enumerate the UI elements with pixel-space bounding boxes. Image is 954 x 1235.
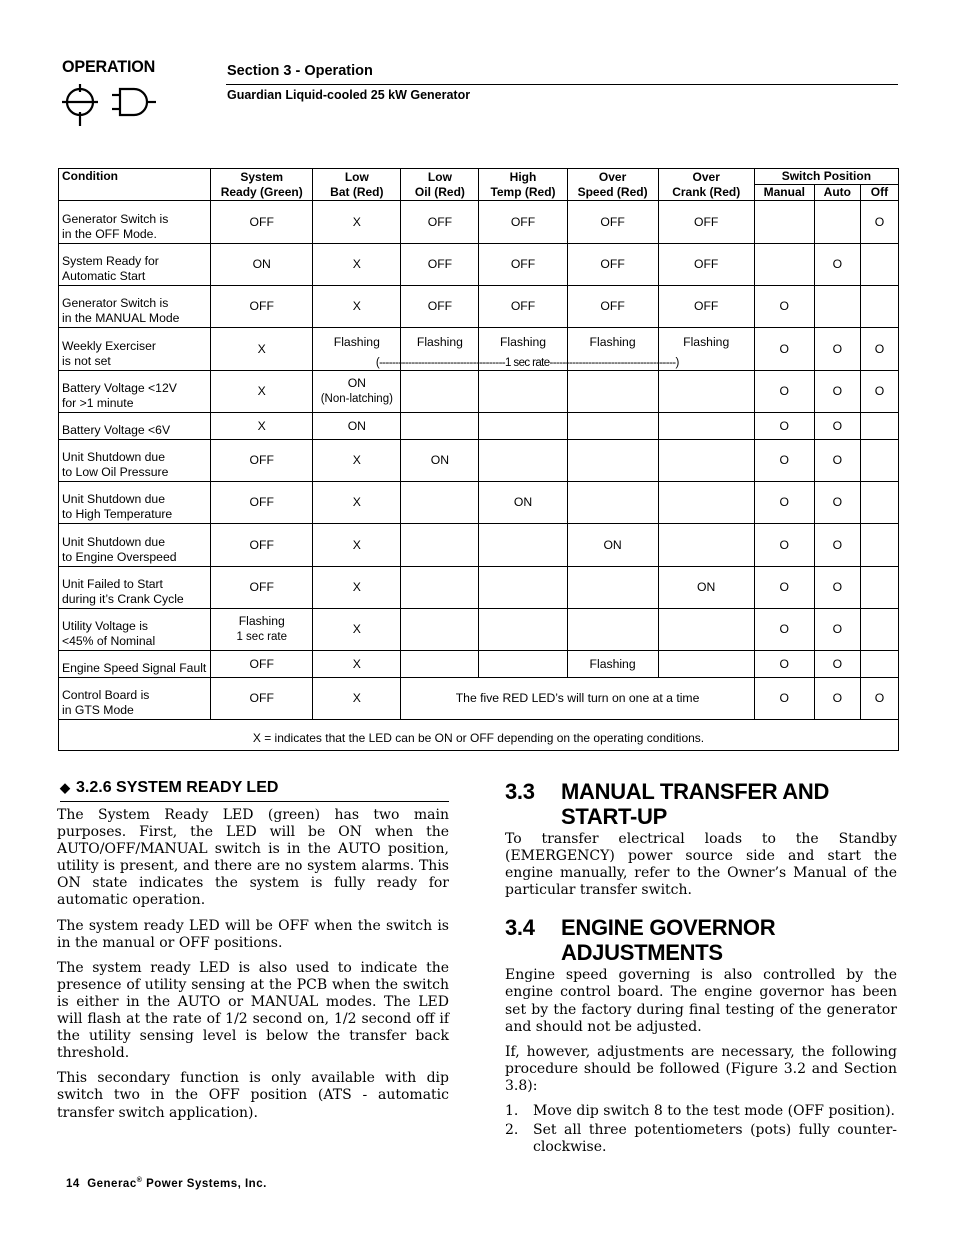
auto-cell: O bbox=[814, 482, 860, 524]
crank-cell bbox=[658, 524, 754, 567]
condition-cell: System Ready for Automatic Start bbox=[59, 244, 211, 286]
oil-cell bbox=[401, 524, 479, 567]
oil-cell bbox=[401, 609, 479, 651]
auto-cell: O bbox=[814, 244, 860, 286]
flash-rate-note: (---------------------------------------1 sec rate---------------------------------------) bbox=[375, 357, 679, 369]
plug-icon bbox=[58, 80, 158, 130]
section-title: Section 3 - Operation bbox=[227, 63, 373, 79]
bat-cell: X bbox=[313, 524, 401, 567]
auto-cell bbox=[814, 286, 860, 328]
speed-cell bbox=[567, 482, 658, 524]
sys-cell: X bbox=[211, 328, 313, 371]
oil-cell: OFF bbox=[401, 244, 479, 286]
diamond-bullet-icon: ◆ bbox=[60, 780, 70, 795]
header-condition: Condition bbox=[59, 169, 211, 201]
crank-cell: OFF bbox=[658, 244, 754, 286]
man-cell: O bbox=[754, 482, 814, 524]
header-system-ready: System Ready (Green) bbox=[211, 169, 313, 201]
auto-cell: O bbox=[814, 413, 860, 440]
auto-cell: O bbox=[814, 651, 860, 678]
man-cell: O bbox=[754, 524, 814, 567]
speed-cell bbox=[567, 567, 658, 609]
temp-cell: OFF bbox=[479, 286, 567, 328]
table-row bbox=[59, 201, 899, 244]
off-cell: O bbox=[860, 328, 898, 371]
header-high-temp: High Temp (Red) bbox=[479, 169, 567, 201]
off-cell bbox=[860, 286, 898, 328]
section-3-4-paragraph: Engine speed governing is also controlled by the engine control board. The engine governor has been set by the factory during final testing of the generator and should not be adjusted. bbox=[505, 967, 897, 1035]
condition-cell: Weekly Exerciser is not set bbox=[59, 328, 211, 371]
page-footer: 14 Generac® Power Systems, Inc. bbox=[66, 1177, 267, 1190]
off-cell bbox=[860, 244, 898, 286]
auto-cell: O bbox=[814, 440, 860, 482]
oil-cell: OFF bbox=[401, 286, 479, 328]
paragraph: The System Ready LED (green) has two main purposes. First, the LED will be ON when the AUTO/OFF/MANUAL switch is in the AUTO position, utility is present, and there are no system alarms. This ON state indicates the system is fully ready for automatic operation. bbox=[57, 807, 449, 909]
section-subtitle: Guardian Liquid-cooled 25 kW Generator bbox=[227, 88, 471, 102]
paragraph: The system ready LED is also used to indicate the presence of utility sensing at the PCB when the switch is either in the AUTO or MANUAL modes. The LED will flash at the rate of 1/2 second on, 1/2 second off if the utility sensing level is below the transfer back threshold. bbox=[57, 959, 449, 1062]
speed-cell: ON bbox=[567, 524, 658, 567]
speed-cell bbox=[567, 440, 658, 482]
off-cell bbox=[860, 609, 898, 651]
auto-cell: O bbox=[814, 524, 860, 567]
table-row bbox=[59, 651, 899, 678]
temp-cell bbox=[479, 440, 567, 482]
subsection-rule bbox=[60, 801, 449, 802]
sys-cell: ON bbox=[211, 244, 313, 286]
bat-cell: X bbox=[313, 440, 401, 482]
sys-cell: OFF bbox=[211, 567, 313, 609]
sys-cell: OFF bbox=[211, 678, 313, 720]
speed-cell: Flashing bbox=[567, 328, 658, 371]
man-cell: O bbox=[754, 567, 814, 609]
temp-cell bbox=[479, 524, 567, 567]
temp-cell: Flashing bbox=[479, 328, 567, 371]
bat-cell: X bbox=[313, 201, 401, 244]
oil-cell bbox=[401, 371, 479, 413]
header-over-crank: Over Crank (Red) bbox=[658, 169, 754, 201]
oil-cell bbox=[401, 413, 479, 440]
auto-cell: O bbox=[814, 567, 860, 609]
sys-cell: OFF bbox=[211, 651, 313, 678]
man-cell: O bbox=[754, 678, 814, 720]
red-led-note-cell: The five RED LED’s will turn on one at a time bbox=[401, 678, 754, 720]
man-cell bbox=[754, 244, 814, 286]
temp-cell bbox=[479, 609, 567, 651]
man-cell: O bbox=[754, 371, 814, 413]
speed-cell bbox=[567, 371, 658, 413]
oil-cell: Flashing bbox=[401, 328, 479, 371]
header-auto: Auto bbox=[814, 185, 860, 201]
auto-cell: O bbox=[814, 609, 860, 651]
speed-cell: Flashing bbox=[567, 651, 658, 678]
header-over-speed: Over Speed (Red) bbox=[567, 169, 658, 201]
condition-cell: Generator Switch is in the OFF Mode. bbox=[59, 201, 211, 244]
section-3-4-paragraph: If, however, adjustments are necessary, the following procedure should be followed (Figure 3.2 and Section 3.8): bbox=[505, 1043, 897, 1094]
paragraph: This secondary function is only available with dip switch two in the OFF position (ATS - automatic transfer switch application). bbox=[57, 1070, 449, 1121]
temp-cell bbox=[479, 371, 567, 413]
crank-cell bbox=[658, 413, 754, 440]
led-status-table bbox=[58, 168, 899, 751]
bat-cell: X bbox=[313, 609, 401, 651]
step-item: 2. Set all three potentiometers (pots) fully counter-clockwise. bbox=[505, 1122, 897, 1156]
oil-cell bbox=[401, 567, 479, 609]
crank-cell bbox=[658, 440, 754, 482]
bat-cell: X bbox=[313, 567, 401, 609]
bat-cell: X bbox=[313, 678, 401, 720]
off-cell bbox=[860, 482, 898, 524]
paragraph: The system ready LED will be OFF when the switch is in the manual or OFF positions. bbox=[57, 917, 449, 951]
bat-cell: X bbox=[313, 651, 401, 678]
speed-cell: OFF bbox=[567, 201, 658, 244]
left-column-text bbox=[57, 807, 449, 1130]
man-cell: O bbox=[754, 440, 814, 482]
sys-cell: Flashing 1 sec rate bbox=[211, 609, 313, 651]
table-row bbox=[59, 413, 899, 440]
procedure-steps bbox=[505, 1103, 897, 1156]
header-low-oil: Low Oil (Red) bbox=[401, 169, 479, 201]
condition-cell: Battery Voltage <12V for >1 minute bbox=[59, 371, 211, 413]
bat-cell: X bbox=[313, 244, 401, 286]
temp-cell: ON bbox=[479, 482, 567, 524]
condition-cell: Control Board is in GTS Mode bbox=[59, 678, 211, 720]
table-row bbox=[59, 482, 899, 524]
condition-cell: Unit Shutdown due to High Temperature bbox=[59, 482, 211, 524]
table-row bbox=[59, 286, 899, 328]
condition-cell: Engine Speed Signal Fault bbox=[59, 651, 211, 678]
crank-cell: ON bbox=[658, 567, 754, 609]
operation-label: OPERATION bbox=[62, 57, 156, 76]
auto-cell: O bbox=[814, 328, 860, 371]
header-manual: Manual bbox=[754, 185, 814, 201]
section-3-4-heading: 3.4 ENGINE GOVERNOR ADJUSTMENTS bbox=[505, 915, 776, 966]
crank-cell: OFF bbox=[658, 286, 754, 328]
man-cell: O bbox=[754, 609, 814, 651]
table-footnote: X = indicates that the LED can be ON or OFF depending on the operating conditions. bbox=[59, 720, 899, 751]
speed-cell: OFF bbox=[567, 286, 658, 328]
oil-cell bbox=[401, 482, 479, 524]
bat-cell: X bbox=[313, 482, 401, 524]
bat-cell: X bbox=[313, 286, 401, 328]
temp-cell: OFF bbox=[479, 201, 567, 244]
temp-cell: OFF bbox=[479, 244, 567, 286]
oil-cell: OFF bbox=[401, 201, 479, 244]
oil-cell: ON bbox=[401, 440, 479, 482]
table-row bbox=[59, 524, 899, 567]
table-row bbox=[59, 244, 899, 286]
header-low-bat: Low Bat (Red) bbox=[313, 169, 401, 201]
crank-cell: Flashing bbox=[658, 328, 754, 371]
table-row bbox=[59, 440, 899, 482]
step-item: 1. Move dip switch 8 to the test mode (OFF position). bbox=[505, 1103, 895, 1120]
off-cell bbox=[860, 413, 898, 440]
sys-cell: X bbox=[211, 413, 313, 440]
off-cell bbox=[860, 440, 898, 482]
bat-cell: ON (Non-latching) bbox=[313, 371, 401, 413]
crank-cell bbox=[658, 371, 754, 413]
crank-cell bbox=[658, 482, 754, 524]
subsection-heading: ◆ 3.2.6 SYSTEM READY LED bbox=[60, 779, 279, 796]
table-row bbox=[59, 567, 899, 609]
auto-cell: O bbox=[814, 371, 860, 413]
crank-cell: OFF bbox=[658, 201, 754, 244]
sys-cell: OFF bbox=[211, 286, 313, 328]
section-3-3-heading: 3.3 MANUAL TRANSFER AND START-UP bbox=[505, 779, 830, 829]
bat-cell: Flashing (---------------------------------------1 sec rate---------------------------------------) bbox=[313, 328, 401, 371]
off-cell bbox=[860, 524, 898, 567]
condition-cell: Unit Shutdown due to Low Oil Pressure bbox=[59, 440, 211, 482]
right-column bbox=[505, 779, 897, 1158]
man-cell: O bbox=[754, 413, 814, 440]
table-row bbox=[59, 609, 899, 651]
condition-cell: Unit Shutdown due to Engine Overspeed bbox=[59, 524, 211, 567]
table-row bbox=[59, 678, 899, 720]
temp-cell bbox=[479, 413, 567, 440]
auto-cell bbox=[814, 201, 860, 244]
off-cell: O bbox=[860, 201, 898, 244]
condition-cell: Unit Failed to Start during it’s Crank Cycle bbox=[59, 567, 211, 609]
condition-cell: Generator Switch is in the MANUAL Mode bbox=[59, 286, 211, 328]
off-cell bbox=[860, 651, 898, 678]
crank-cell bbox=[658, 609, 754, 651]
header-rule bbox=[226, 84, 898, 85]
speed-cell bbox=[567, 413, 658, 440]
speed-cell: OFF bbox=[567, 244, 658, 286]
man-cell bbox=[754, 201, 814, 244]
off-cell bbox=[860, 567, 898, 609]
table-row bbox=[59, 328, 899, 371]
off-cell: O bbox=[860, 678, 898, 720]
off-cell: O bbox=[860, 371, 898, 413]
sys-cell: OFF bbox=[211, 440, 313, 482]
sys-cell: X bbox=[211, 371, 313, 413]
man-cell: O bbox=[754, 651, 814, 678]
sys-cell: OFF bbox=[211, 482, 313, 524]
temp-cell bbox=[479, 651, 567, 678]
condition-cell: Battery Voltage <6V bbox=[59, 413, 211, 440]
oil-cell bbox=[401, 651, 479, 678]
header-switch-position: Switch Position bbox=[754, 169, 898, 185]
sys-cell: OFF bbox=[211, 524, 313, 567]
auto-cell: O bbox=[814, 678, 860, 720]
temp-cell bbox=[479, 567, 567, 609]
header-off: Off bbox=[860, 185, 898, 201]
table-row bbox=[59, 371, 899, 413]
sys-cell: OFF bbox=[211, 201, 313, 244]
page-number: 14 bbox=[66, 1177, 80, 1190]
man-cell: O bbox=[754, 286, 814, 328]
section-3-3-body: To transfer electrical loads to the Standby (EMERGENCY) power source side and start the engine manually, refer to the Owner’s Manual of the particular transfer switch. bbox=[505, 831, 897, 899]
speed-cell bbox=[567, 609, 658, 651]
condition-cell: Utility Voltage is <45% of Nominal bbox=[59, 609, 211, 651]
man-cell: O bbox=[754, 328, 814, 371]
crank-cell bbox=[658, 651, 754, 678]
bat-cell: ON bbox=[313, 413, 401, 440]
